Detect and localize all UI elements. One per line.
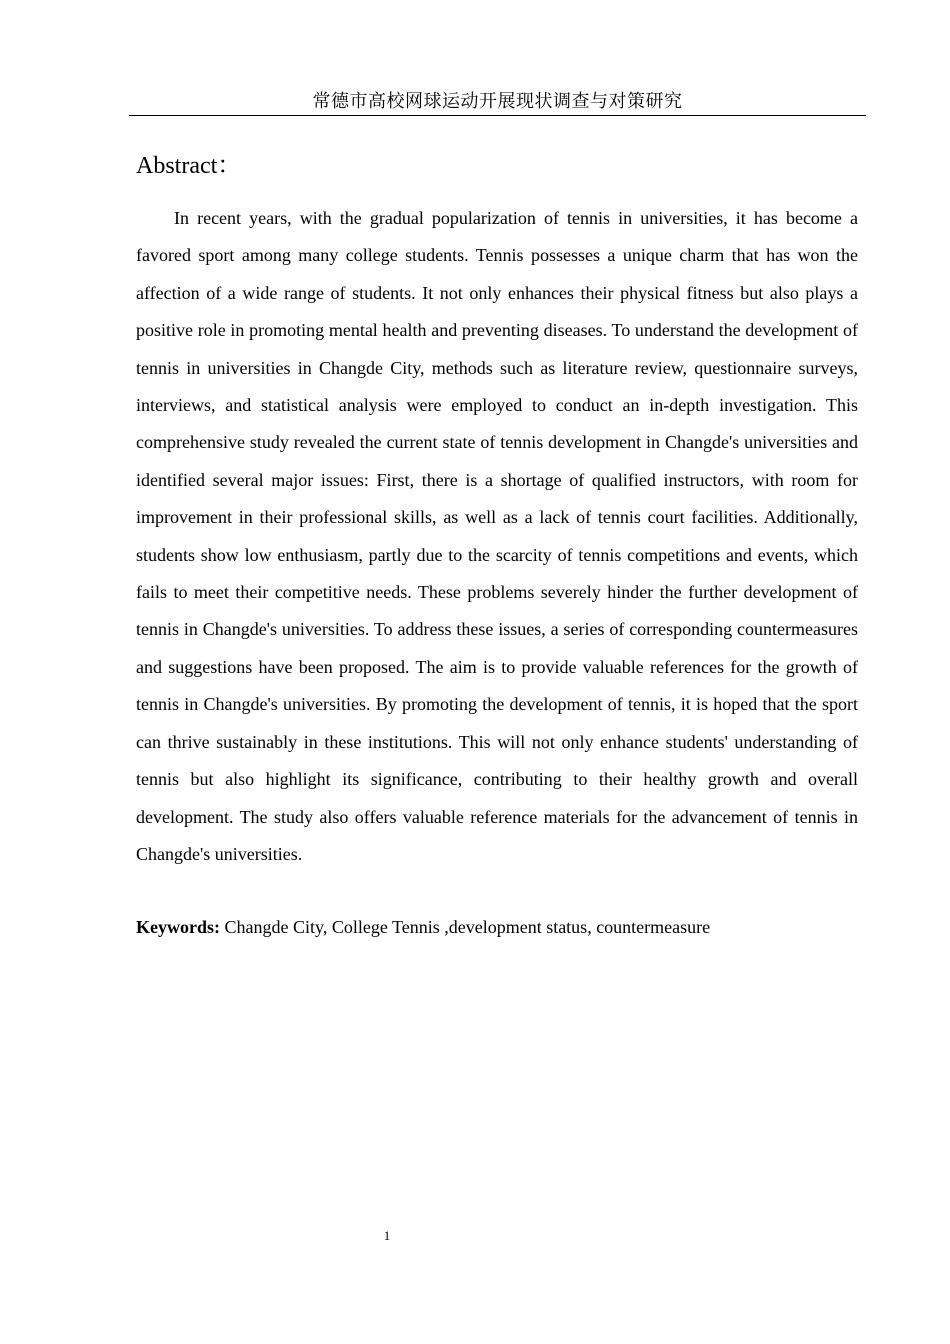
abstract-body: In recent years, with the gradual popularization of tennis in universities, it has become a favored sport among many college students. Tennis possesses a unique charm that has won the affection of a wide range of students. It not only enhances their physical fitness but also plays a positive role in promoting mental health and preventing diseases. To understand the development of tennis in universities in Changde City, methods such as literature review, questionnaire surveys, interviews, and statistical analysis were employed to conduct an in-depth investigation. This comprehensive study revealed the current state of tennis development in Changde's universities and identified several major issues: First, there is a shortage of qualified instructors, with room for improvement in their professional skills, as well as a lack of tennis court facilities. Additionally, students show low enthusiasm, partly due to the scarcity of tennis competitions and events, which fails to meet their competitive needs. These problems severely hinder the further development of tennis in Changde's universities. To address these issues, a series of corresponding countermeasures and suggestions have been proposed. The aim is to provide valuable references for the growth of tennis in Changde's universities. By promoting the development of tennis, it is hoped that the sport can thrive sustainably in these institutions. This will not only enhance students' understanding of tennis but also highlight its significance, contributing to their healthy growth and overall development. The study also offers valuable reference materials for the advancement of tennis in Changde's universities. bbox=[136, 208, 858, 864]
keywords-line bbox=[136, 913, 858, 941]
page-number: 1 bbox=[383, 1228, 391, 1243]
keywords-label: Keywords: bbox=[136, 917, 220, 937]
abstract-heading: Abstract： bbox=[136, 153, 242, 179]
running-header bbox=[129, 91, 866, 116]
running-header-title: 常德市高校网球运动开展现状调查与对策研究 bbox=[312, 91, 683, 112]
keywords-text: Changde City, College Tennis ,development status, countermeasure bbox=[220, 917, 711, 937]
